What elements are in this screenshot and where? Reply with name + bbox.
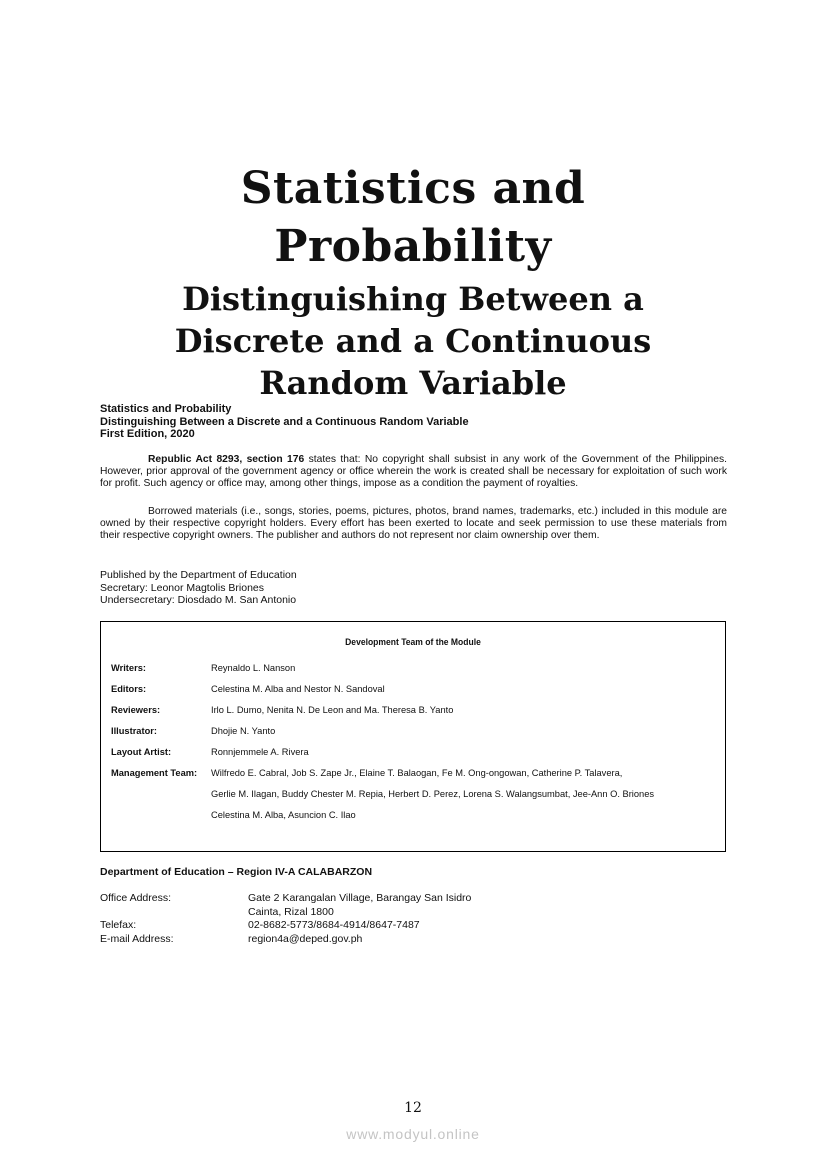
publisher-line: Published by the Department of Education	[100, 569, 297, 581]
edition-block	[100, 403, 469, 441]
secretary-line: Secretary: Leonor Magtolis Briones	[100, 581, 264, 594]
email-value: region4a@deped.gov.ph	[248, 932, 363, 945]
team-role: Editors:	[111, 684, 147, 694]
copyright-text: states that: No copyright shall subsist in any work of the Government of the Philippines. However, prior approval of the government agency or office wherein the work is created shall be necessary for exploitation of such work for profit. Such agency or office may, among other things, impose as a condition the payment of royalties.	[100, 454, 727, 490]
team-names: Ronnjemmele A. Rivera	[211, 747, 309, 757]
team-role: Layout Artist:	[111, 747, 172, 757]
team-names: Wilfredo E. Cabral, Job S. Zape Jr., Elaine T. Balaogan, Fe M. Ong-ongowan, Catherine P. Talavera,	[211, 768, 623, 778]
page-title: Statistics and Probability	[240, 163, 586, 272]
team-names: Irlo L. Dumo, Nenita N. De Leon and Ma. Theresa B. Yanto	[211, 705, 454, 715]
development-team-box	[100, 621, 726, 852]
team-row-illustrator	[111, 725, 275, 737]
team-row-layout-artist	[111, 746, 309, 758]
office-address-label: Office Address:	[100, 892, 172, 904]
team-role: Management Team:	[111, 768, 198, 778]
edition-version: First Edition, 2020	[100, 428, 195, 440]
team-row-management	[111, 767, 622, 779]
office-address-line-2: Cainta, Rizal 1800	[248, 905, 334, 918]
team-role: Writers:	[111, 663, 146, 673]
contact-block	[100, 892, 471, 946]
edition-subject: Statistics and Probability	[100, 403, 232, 415]
team-names: Dhojie N. Yanto	[211, 726, 276, 736]
team-role: Reviewers:	[111, 705, 161, 715]
team-row-editors	[111, 683, 385, 695]
publisher-block	[100, 569, 297, 607]
watermark: www.modyul.online	[346, 1126, 480, 1142]
team-names: Celestina M. Alba and Nestor N. Sandoval	[211, 684, 385, 694]
management-names-cont-2: Celestina M. Alba, Asuncion C. Ilao	[211, 810, 356, 820]
email-row	[100, 933, 471, 947]
edition-topic: Distinguishing Between a Discrete and a Continuous Random Variable	[100, 415, 469, 428]
telefax-value: 02-8682-5773/8684-4914/8647-7487	[248, 919, 420, 931]
team-names: Reynaldo L. Nanson	[211, 663, 296, 673]
team-row-writers	[111, 662, 295, 674]
office-address-row	[100, 892, 471, 906]
telefax-label: Telefax:	[100, 919, 137, 931]
team-role: Illustrator:	[111, 726, 157, 736]
undersecretary-line: Undersecretary: Diosdado M. San Antonio	[100, 594, 297, 606]
page-number: 12	[404, 1100, 422, 1116]
telefax-row	[100, 919, 471, 933]
copyright-law: Republic Act 8293, section 176	[148, 454, 305, 465]
borrowed-text: Borrowed materials (i.e., songs, stories, poems, pictures, photos, brand names, trademarks, etc.) included in this module are owned by their respective copyright holders. Every effort has been exerted to locate and seek permission to use these materials from their respective copyright owners. The publisher and authors do not represent nor claim ownership over them.	[100, 506, 727, 542]
title-block	[0, 160, 826, 404]
management-names-cont-1: Gerlie M. Ilagan, Buddy Chester M. Repia, Herbert D. Perez, Lorena S. Walangsumbat, Jee-Ann O. Briones	[211, 789, 655, 799]
office-address-line-1: Gate 2 Karangalan Village, Barangay San Isidro	[248, 892, 472, 904]
page-subtitle: Distinguishing Between a Discrete and a Continuous Random Variable	[174, 280, 652, 402]
borrowed-materials-paragraph	[100, 506, 727, 543]
copyright-paragraph	[100, 454, 727, 491]
region-title: Department of Education – Region IV-A CALABARZON	[100, 866, 373, 878]
team-row-reviewers	[111, 704, 453, 716]
email-label: E-mail Address:	[100, 932, 174, 945]
team-title: Development Team of the Module	[345, 637, 481, 648]
office-address-row-2	[100, 906, 471, 920]
